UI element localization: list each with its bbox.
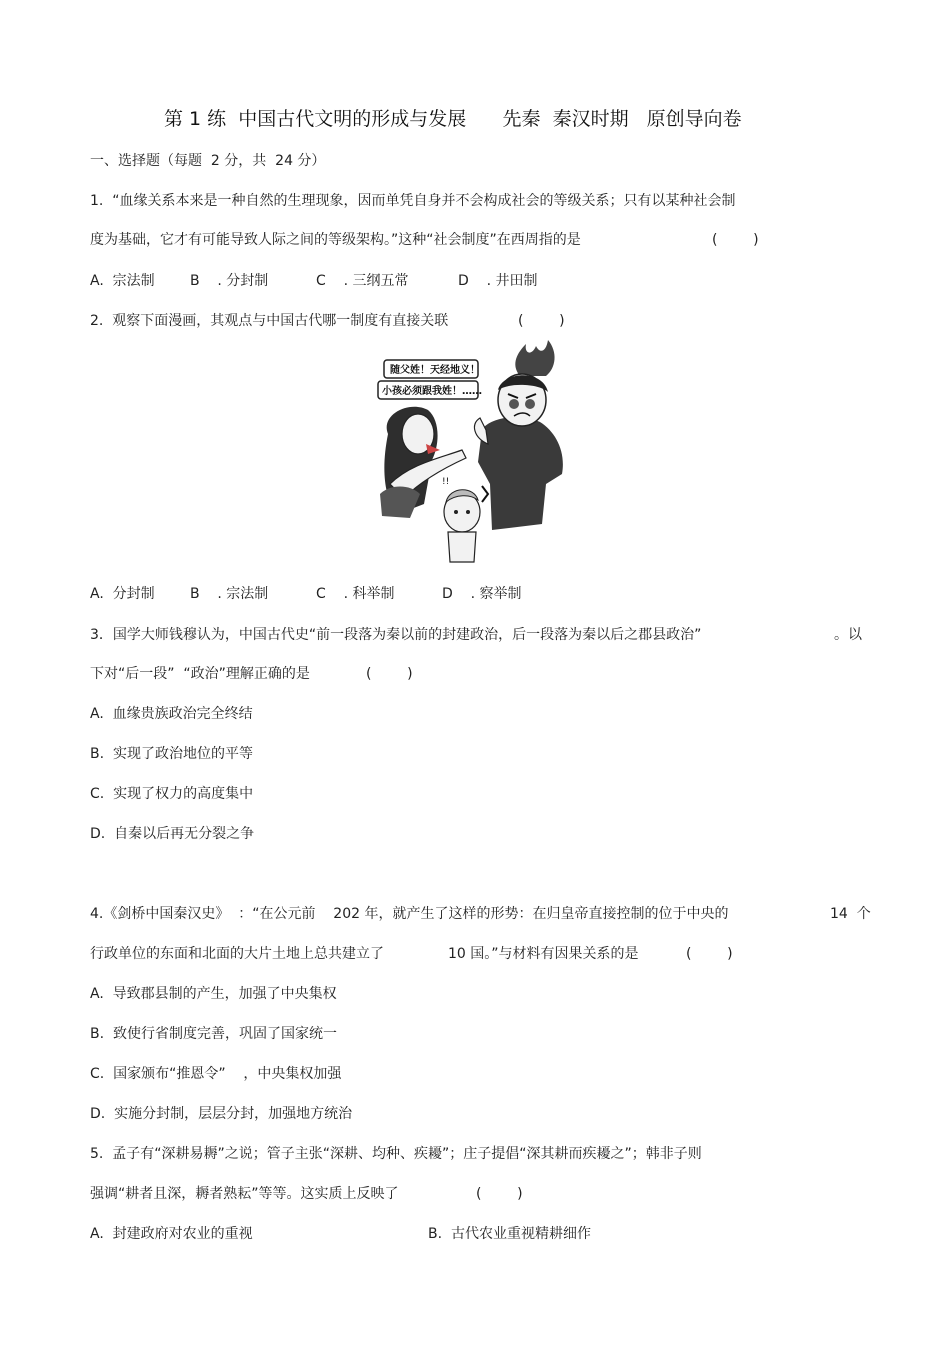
cartoon-illustration — [370, 334, 580, 566]
child-figure — [442, 477, 488, 562]
question-1-line-1: 1. “血缘关系本来是一种自然的生理现象，因而单凭自身并不会构成社会的等级关系；只有以某种社会制 — [90, 193, 736, 209]
question-2-option-c: C . 科举制 — [316, 586, 395, 602]
question-4-option-b: B. 致使行省制度完善，巩固了国家统一 — [90, 1026, 337, 1042]
page-title: 第 1 练 中国古代文明的形成与发展 先秦 秦汉时期 原创导向卷 — [164, 108, 742, 130]
angry-man-figure — [474, 374, 562, 530]
question-2-option-b: B . 宗法制 — [190, 586, 269, 602]
question-3-option-b: B. 实现了政治地位的平等 — [90, 746, 253, 762]
question-1-answer-paren: ( ) — [712, 232, 759, 248]
question-4-answer-paren: ( ) — [686, 946, 733, 962]
question-2-answer-paren: ( ) — [518, 313, 565, 329]
question-3-option-a: A. 血缘贵族政治完全终结 — [90, 706, 253, 722]
question-3-line-1: 3．国学大师钱穆认为，中国古代史“前一段落为秦以前的封建政治，后一段落为秦以后之郡县政治” — [90, 627, 702, 643]
question-5-option-b: B. 古代农业重视精耕细作 — [428, 1226, 591, 1242]
question-1-option-a: A. 宗法制 — [90, 273, 155, 289]
question-3-option-c: C. 实现了权力的高度集中 — [90, 786, 254, 802]
question-3-line-1-end: 。以 — [834, 627, 862, 643]
question-4-line-1: 4.《剑桥中国秦汉史》 ：“在公元前 202 年，就产生了这样的形势：在归皇帝直接控制的位于中央的 — [90, 906, 729, 922]
question-1-option-b: B . 分封制 — [190, 273, 269, 289]
question-5-option-a: A. 封建政府对农业的重视 — [90, 1226, 253, 1242]
question-3-option-d: D. 自秦以后再无分裂之争 — [90, 826, 255, 842]
question-4-line-2a: 行政单位的东面和北面的大片土地上总共建立了 — [90, 946, 384, 962]
question-1-line-2: 度为基础，它才有可能导致人际之间的等级架构。”这种“社会制度”在西周指的是 — [90, 232, 581, 248]
question-5-line-1: 5. 孟子有“深耕易耨”之说；管子主张“深耕、均种、疾耰”；庄子提倡“深其耕而疾耰之”；韩非子则 — [90, 1146, 702, 1162]
question-2-option-a: A. 分封制 — [90, 586, 155, 602]
anger-flame-icon — [515, 340, 554, 376]
child-exclaim-text: !! — [442, 477, 450, 487]
question-4-option-d: D. 实施分封制，层层分封，加强地方统治 — [90, 1106, 353, 1122]
section-heading: 一、选择题（每题 2 分，共 24 分） — [90, 153, 326, 169]
question-1-option-c: C . 三纲五常 — [316, 273, 409, 289]
question-1-option-d: D . 井田制 — [458, 273, 538, 289]
speech-bubble-2-text: 小孩必须跟我姓！…… — [382, 386, 482, 397]
question-4-option-c: C. 国家颁布“推恩令” ，中央集权加强 — [90, 1066, 342, 1082]
question-2-line-1: 2. 观察下面漫画，其观点与中国古代哪一制度有直接关联 — [90, 313, 449, 329]
question-5-answer-paren: ( ) — [476, 1186, 523, 1202]
question-3-answer-paren: ( ) — [366, 666, 413, 682]
speech-bubble-1-text: 随父姓！天经地义！ — [390, 365, 480, 376]
question-4-line-2b: 10 国。”与材料有因果关系的是 — [448, 946, 639, 962]
question-3-line-2: 下对“后一段” “政治”理解正确的是 — [90, 666, 310, 682]
question-5-line-2: 强调“耕者且深，耨者熟耘”等等。这实质上反映了 — [90, 1186, 399, 1202]
question-2-option-d: D . 察举制 — [442, 586, 522, 602]
question-4-option-a: A. 导致郡县制的产生，加强了中央集权 — [90, 986, 337, 1002]
question-4-line-1-end: 14 个 — [830, 906, 871, 922]
